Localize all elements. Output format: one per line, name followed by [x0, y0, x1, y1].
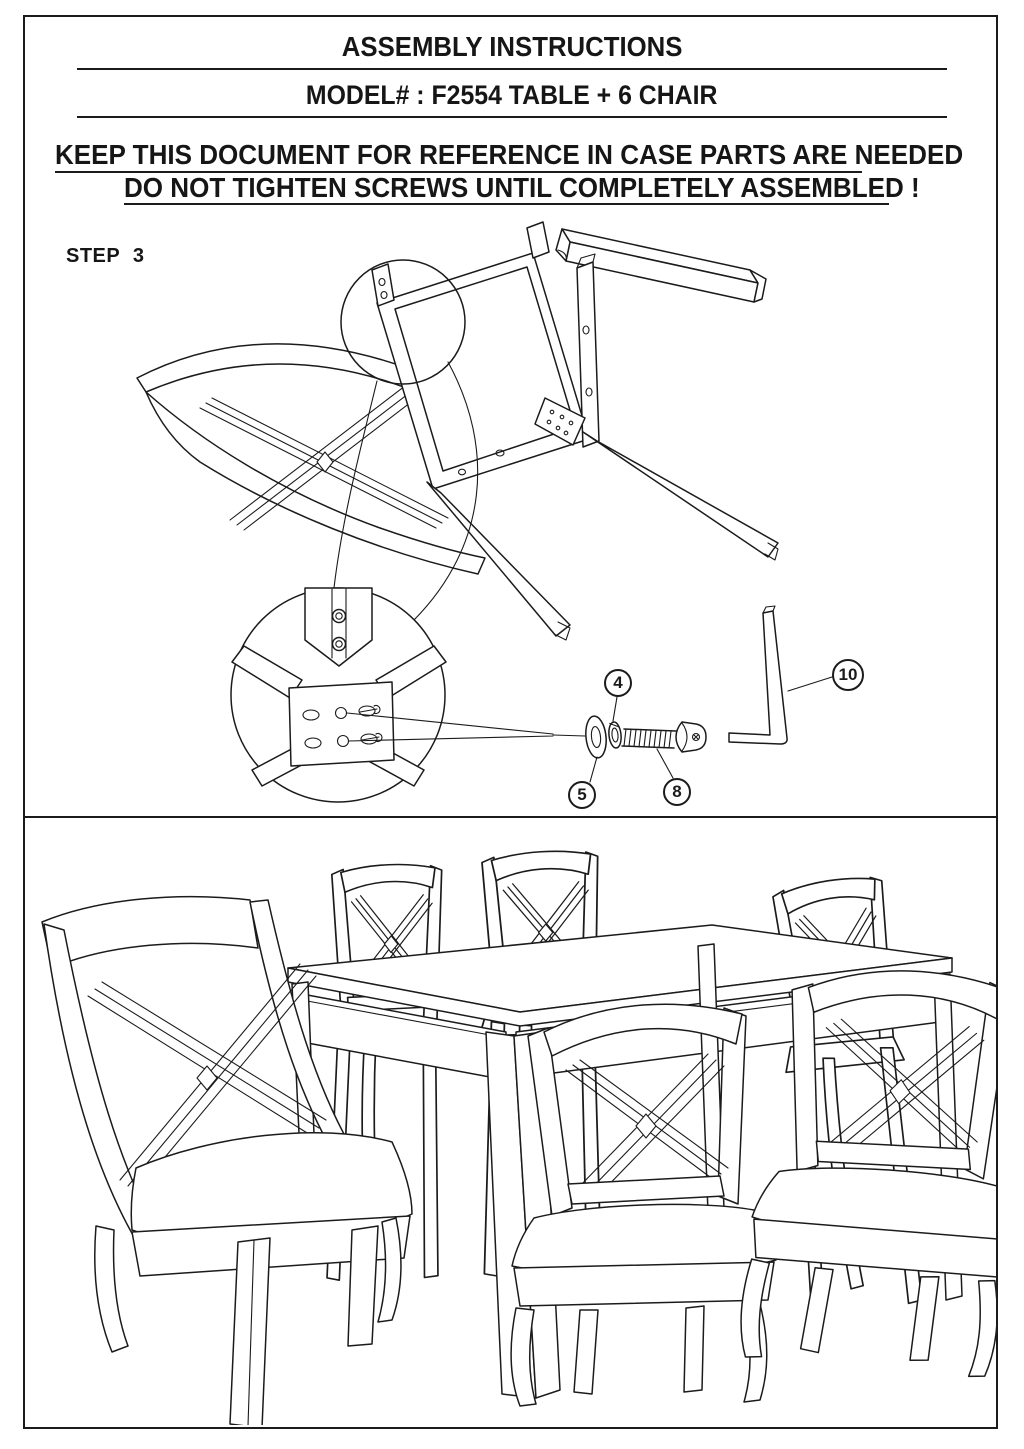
warning-rule-2	[124, 203, 889, 205]
warning-line-2	[124, 172, 980, 204]
callout-allen-key-num: 10	[838, 665, 858, 684]
callout-allen-key	[832, 659, 864, 691]
callout-flat-washer	[568, 781, 596, 809]
callout-spring-washer	[604, 669, 632, 697]
model-line-text: MODEL# : F2554 TABLE + 6 CHAIR	[306, 80, 718, 110]
page-border	[23, 15, 998, 1429]
model-rule	[77, 116, 947, 118]
callout-bolt-num: 8	[672, 782, 682, 801]
document-title-text: ASSEMBLY INSTRUCTIONS	[341, 31, 683, 62]
callout-bolt	[663, 778, 691, 806]
callout-spring-washer-num: 4	[613, 673, 623, 692]
callout-flat-washer-num: 5	[577, 785, 587, 804]
warning-line-1	[55, 139, 1024, 171]
section-divider	[23, 816, 997, 818]
warning-line-1-text: KEEP THIS DOCUMENT FOR REFERENCE IN CASE PARTS ARE NEEDED	[55, 139, 964, 170]
step-label: STEP 3	[66, 245, 145, 267]
title-rule	[77, 68, 947, 70]
model-line	[0, 80, 1024, 111]
document-title	[0, 31, 1024, 63]
warning-line-2-text: DO NOT TIGHTEN SCREWS UNTIL COMPLETELY ASSEMBLED !	[124, 172, 920, 203]
